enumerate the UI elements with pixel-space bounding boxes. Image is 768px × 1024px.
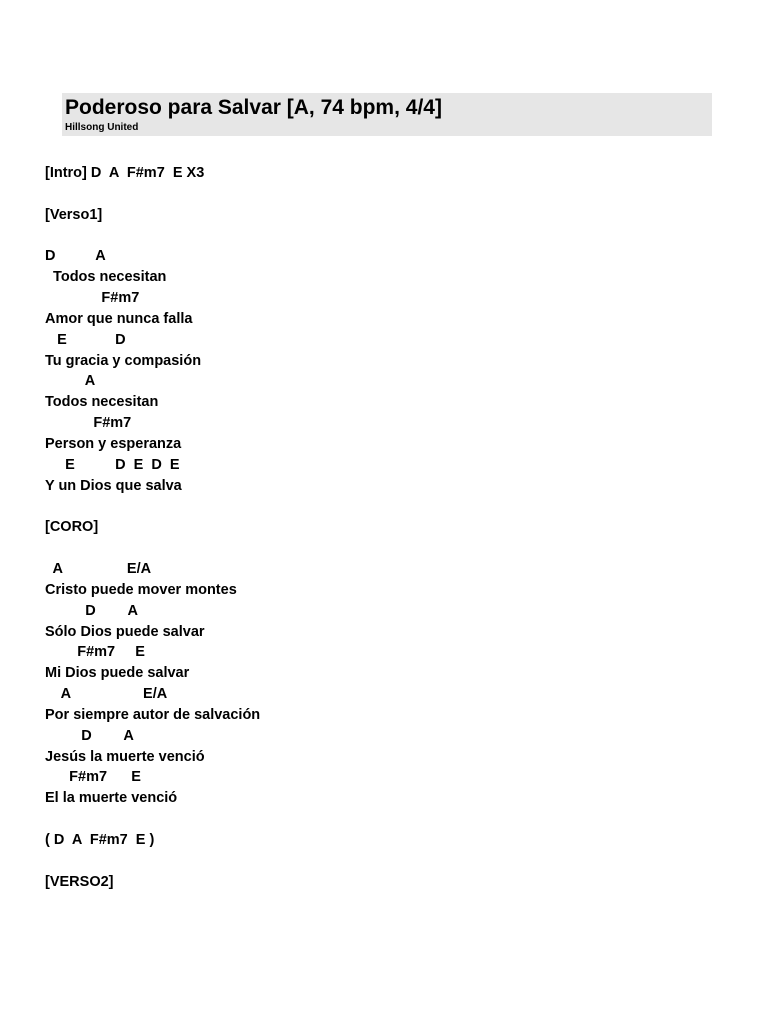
sheet-line: ( D A F#m7 E ) xyxy=(45,832,155,848)
sheet-line: Todos necesitan xyxy=(45,269,167,286)
sheet-line: F#m7 xyxy=(45,290,140,307)
sheet-line: Todos necesitan xyxy=(45,394,159,411)
sheet-line: D A xyxy=(45,727,134,744)
title-bar xyxy=(62,93,712,136)
sheet-line xyxy=(45,538,260,559)
sheet-line: Tu gracia y compasión xyxy=(45,352,202,369)
sheet-line: E D xyxy=(45,331,126,348)
sheet-line: A E/A xyxy=(45,561,152,578)
sheet-line: Amor que nunca falla xyxy=(45,310,193,327)
sheet-line: E D E D E xyxy=(45,456,180,473)
sheet-line: F#m7 E xyxy=(45,644,145,661)
sheet-line: Jesús la muerte venció xyxy=(45,748,205,765)
section-heading: [Intro] D A F#m7 E X3 xyxy=(45,165,205,181)
sheet-line: A E/A xyxy=(45,686,168,703)
song-title: Poderoso para Salvar [A, 74 bpm, 4/4] xyxy=(65,96,442,119)
sheet-line xyxy=(45,184,260,205)
section-heading: [VERSO2] xyxy=(45,873,114,890)
song-artist: Hillsong United xyxy=(65,122,139,133)
sheet-line: Y un Dios que salva xyxy=(45,477,182,494)
sheet-line xyxy=(45,809,260,830)
sheet-line: F#m7 E xyxy=(45,769,141,786)
sheet-line xyxy=(45,851,260,872)
chord-sheet xyxy=(45,163,260,893)
sheet-line: F#m7 xyxy=(45,415,132,432)
sheet-line: Cristo puede mover montes xyxy=(45,581,237,598)
sheet-line: Por siempre autor de salvación xyxy=(45,706,261,723)
sheet-line: Person y esperanza xyxy=(45,435,182,452)
sheet-line: Mi Dios puede salvar xyxy=(45,665,190,682)
sheet-line: A xyxy=(45,373,96,390)
sheet-line: El la muerte venció xyxy=(45,790,178,807)
section-heading: [CORO] xyxy=(45,519,99,536)
sheet-line: D A xyxy=(45,602,138,619)
section-heading: [Verso1] xyxy=(45,206,103,223)
sheet-line xyxy=(45,497,260,518)
sheet-line: Sólo Dios puede salvar xyxy=(45,623,205,640)
sheet-line xyxy=(45,226,260,247)
sheet-line: D A xyxy=(45,248,106,265)
